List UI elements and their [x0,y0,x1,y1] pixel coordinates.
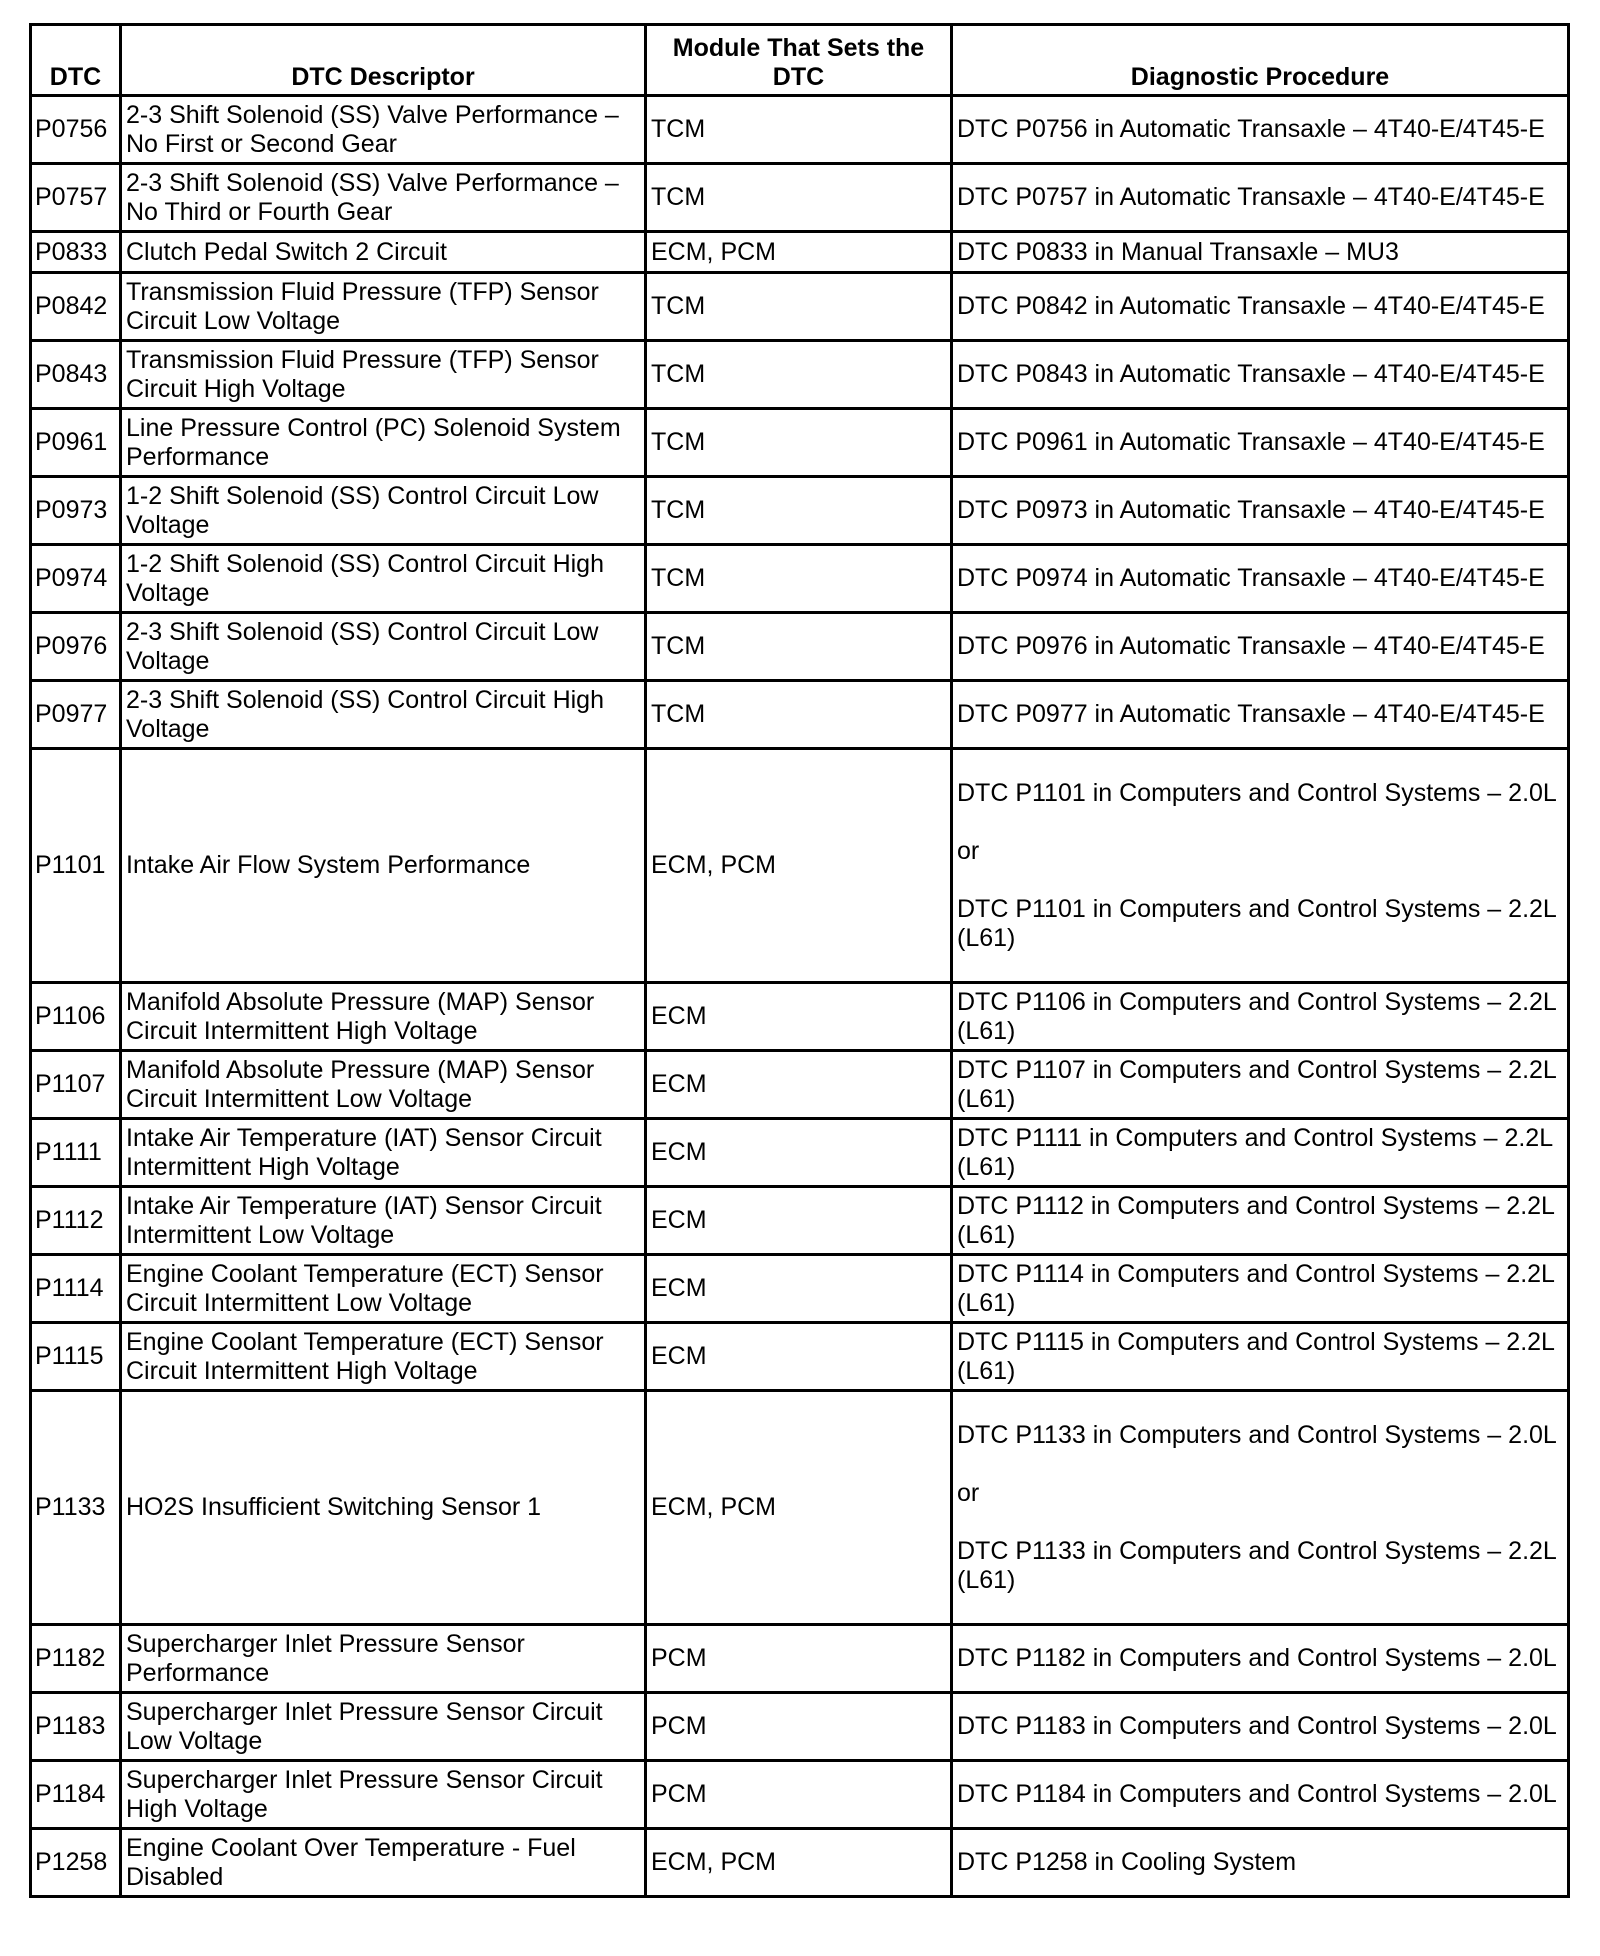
header-descriptor: DTC Descriptor [121,25,646,96]
module-cell: ECM [646,1051,952,1119]
dtc-descriptor-cell: Manifold Absolute Pressure (MAP) Sensor Circuit Intermittent High Voltage [121,983,646,1051]
procedure-line: DTC P1106 in Computers and Control Systems – 2.2L (L61) [957,987,1556,1045]
procedure-line: DTC P0961 in Automatic Transaxle – 4T40-E/4T45-E [957,428,1545,456]
procedure-line: or [957,1478,980,1507]
dtc-descriptor-cell: 1-2 Shift Solenoid (SS) Control Circuit Low Voltage [121,477,646,545]
procedure-line: DTC P0977 in Automatic Transaxle – 4T40-E/4T45-E [957,700,1545,728]
dtc-descriptor-cell: HO2S Insufficient Switching Sensor 1 [121,1391,646,1625]
procedure-line: DTC P0843 in Automatic Transaxle – 4T40-E/4T45-E [957,360,1545,388]
dtc-descriptor-cell: 2-3 Shift Solenoid (SS) Valve Performance – No First or Second Gear [121,96,646,164]
procedure-spacer [957,866,1563,895]
diagnostic-procedure-cell [952,749,1569,983]
diagnostic-procedure-cell [952,1391,1569,1625]
procedure-line: DTC P1182 in Computers and Control Systems – 2.0L [957,1644,1557,1672]
procedure-line: DTC P0842 in Automatic Transaxle – 4T40-E/4T45-E [957,292,1545,320]
dtc-code-cell: P0976 [31,613,121,681]
procedure-line: DTC P0973 in Automatic Transaxle – 4T40-E/4T45-E [957,496,1545,524]
procedure-line: DTC P1184 in Computers and Control Systems – 2.0L [957,1780,1557,1808]
module-cell: TCM [646,273,952,341]
table-body [31,96,1569,1897]
dtc-code-cell: P1182 [31,1625,121,1693]
module-cell: TCM [646,164,952,232]
module-cell: TCM [646,96,952,164]
procedure-line: DTC P1133 in Computers and Control Systems – 2.2L (L61) [957,1536,1556,1594]
module-cell: ECM, PCM [646,749,952,983]
module-cell: ECM [646,1119,952,1187]
table-row [31,1829,1569,1897]
header-procedure: Diagnostic Procedure [952,25,1569,96]
table-row [31,1119,1569,1187]
dtc-code-cell: P0756 [31,96,121,164]
diagnostic-procedure-cell [952,1625,1569,1693]
table-row [31,1187,1569,1255]
dtc-code-cell: P0833 [31,232,121,273]
table-row [31,232,1569,273]
module-cell: TCM [646,681,952,749]
table-row [31,1625,1569,1693]
table-row [31,1323,1569,1391]
table-row [31,273,1569,341]
dtc-descriptor-cell: 2-3 Shift Solenoid (SS) Valve Performance – No Third or Fourth Gear [121,164,646,232]
module-cell: TCM [646,409,952,477]
procedure-line: DTC P1101 in Computers and Control Systems – 2.2L (L61) [957,894,1556,952]
diagnostic-procedure-cell [952,1187,1569,1255]
dtc-code-cell: P1107 [31,1051,121,1119]
module-cell: TCM [646,613,952,681]
table-row [31,749,1569,983]
diagnostic-procedure-cell [952,164,1569,232]
dtc-descriptor-cell: Engine Coolant Over Temperature - Fuel Disabled [121,1829,646,1897]
diagnostic-procedure-cell [952,983,1569,1051]
procedure-line: DTC P1183 in Computers and Control Systems – 2.0L [957,1712,1557,1740]
dtc-code-cell: P0973 [31,477,121,545]
diagnostic-procedure-cell [952,1693,1569,1761]
dtc-code-cell: P0974 [31,545,121,613]
diagnostic-procedure-cell [952,1255,1569,1323]
procedure-line: DTC P0974 in Automatic Transaxle – 4T40-E/4T45-E [957,564,1545,592]
module-cell: PCM [646,1625,952,1693]
procedure-line: DTC P0833 in Manual Transaxle – MU3 [957,237,1399,266]
dtc-code-cell: P0842 [31,273,121,341]
module-cell: ECM, PCM [646,232,952,273]
diagnostic-procedure-cell [952,409,1569,477]
diagnostic-procedure-cell [952,1829,1569,1897]
table-row [31,341,1569,409]
procedure-line: DTC P1133 in Computers and Control Systems – 2.0L [957,1420,1557,1449]
dtc-code-cell: P1101 [31,749,121,983]
dtc-code-cell: P0977 [31,681,121,749]
procedure-line: DTC P0976 in Automatic Transaxle – 4T40-E/4T45-E [957,632,1545,660]
table-row [31,545,1569,613]
procedure-spacer [957,1450,1563,1479]
dtc-code-cell: P1133 [31,1391,121,1625]
diagnostic-procedure-cell [952,273,1569,341]
diagnostic-procedure-cell [952,613,1569,681]
table-row [31,164,1569,232]
module-cell: ECM, PCM [646,1391,952,1625]
table-row [31,96,1569,164]
header-row [31,25,1569,96]
dtc-descriptor-cell: Supercharger Inlet Pressure Sensor Circuit High Voltage [121,1761,646,1829]
diagnostic-procedure-cell [952,96,1569,164]
module-cell: TCM [646,545,952,613]
diagnostic-procedure-cell [952,341,1569,409]
dtc-descriptor-cell: Transmission Fluid Pressure (TFP) Sensor Circuit High Voltage [121,341,646,409]
procedure-line: DTC P1112 in Computers and Control Systems – 2.2L (L61) [957,1191,1555,1249]
dtc-descriptor-cell: Intake Air Flow System Performance [121,749,646,983]
dtc-descriptor-cell: Intake Air Temperature (IAT) Sensor Circuit Intermittent High Voltage [121,1119,646,1187]
table-row [31,1391,1569,1625]
dtc-descriptor-cell: Engine Coolant Temperature (ECT) Sensor Circuit Intermittent High Voltage [121,1323,646,1391]
procedure-spacer [957,1508,1563,1537]
procedure-line: DTC P1107 in Computers and Control Systems – 2.2L (L61) [957,1055,1556,1113]
dtc-code-cell: P1183 [31,1693,121,1761]
header-dtc: DTC [31,25,121,96]
diagnostic-procedure-cell [952,232,1569,273]
procedure-line: DTC P1258 in Cooling System [957,1848,1297,1876]
dtc-descriptor-cell: Manifold Absolute Pressure (MAP) Sensor Circuit Intermittent Low Voltage [121,1051,646,1119]
dtc-descriptor-cell: Transmission Fluid Pressure (TFP) Sensor Circuit Low Voltage [121,273,646,341]
procedure-line: DTC P1114 in Computers and Control Systems – 2.2L (L61) [957,1259,1555,1317]
module-cell: ECM [646,983,952,1051]
diagnostic-procedure-cell [952,545,1569,613]
dtc-descriptor-cell: 1-2 Shift Solenoid (SS) Control Circuit High Voltage [121,545,646,613]
dtc-code-cell: P1114 [31,1255,121,1323]
dtc-code-cell: P1258 [31,1829,121,1897]
diagnostic-procedure-cell [952,1761,1569,1829]
procedure-line: DTC P1111 in Computers and Control Systems – 2.2L (L61) [957,1123,1553,1181]
dtc-code-cell: P0843 [31,341,121,409]
dtc-code-cell: P1184 [31,1761,121,1829]
module-cell: PCM [646,1761,952,1829]
procedure-line: DTC P1101 in Computers and Control Systems – 2.0L [957,778,1557,807]
dtc-code-cell: P1112 [31,1187,121,1255]
dtc-code-cell: P1115 [31,1323,121,1391]
table-row [31,983,1569,1051]
dtc-code-cell: P0961 [31,409,121,477]
procedure-line: or [957,836,980,865]
diagnostic-procedure-cell [952,1323,1569,1391]
diagnostic-procedure-cell [952,681,1569,749]
diagnostic-procedure-cell [952,477,1569,545]
dtc-descriptor-cell: Clutch Pedal Switch 2 Circuit [121,232,646,273]
dtc-code-cell: P1106 [31,983,121,1051]
table-row [31,1255,1569,1323]
module-cell: ECM, PCM [646,1829,952,1897]
dtc-table [29,23,1570,1898]
table-row [31,1761,1569,1829]
procedure-spacer [957,808,1563,837]
dtc-descriptor-cell: Line Pressure Control (PC) Solenoid System Performance [121,409,646,477]
procedure-line: DTC P0756 in Automatic Transaxle – 4T40-E/4T45-E [957,115,1545,143]
dtc-code-cell: P1111 [31,1119,121,1187]
table-row [31,613,1569,681]
module-cell: ECM [646,1323,952,1391]
module-cell: ECM [646,1187,952,1255]
diagnostic-procedure-cell [952,1051,1569,1119]
module-cell: ECM [646,1255,952,1323]
module-cell: TCM [646,477,952,545]
dtc-descriptor-cell: Supercharger Inlet Pressure Sensor Circuit Low Voltage [121,1693,646,1761]
table-row [31,409,1569,477]
module-cell: TCM [646,341,952,409]
table-row [31,477,1569,545]
dtc-descriptor-cell: 2-3 Shift Solenoid (SS) Control Circuit High Voltage [121,681,646,749]
table-row [31,681,1569,749]
procedure-line: DTC P0757 in Automatic Transaxle – 4T40-E/4T45-E [957,183,1545,211]
dtc-code-cell: P0757 [31,164,121,232]
dtc-descriptor-cell: Engine Coolant Temperature (ECT) Sensor Circuit Intermittent Low Voltage [121,1255,646,1323]
table-row [31,1051,1569,1119]
table-row [31,1693,1569,1761]
dtc-descriptor-cell: 2-3 Shift Solenoid (SS) Control Circuit Low Voltage [121,613,646,681]
module-cell: PCM [646,1693,952,1761]
dtc-descriptor-cell: Supercharger Inlet Pressure Sensor Performance [121,1625,646,1693]
procedure-line: DTC P1115 in Computers and Control Systems – 2.2L (L61) [957,1327,1555,1385]
diagnostic-procedure-cell [952,1119,1569,1187]
dtc-descriptor-cell: Intake Air Temperature (IAT) Sensor Circuit Intermittent Low Voltage [121,1187,646,1255]
header-module: Module That Sets the DTC [646,25,952,96]
